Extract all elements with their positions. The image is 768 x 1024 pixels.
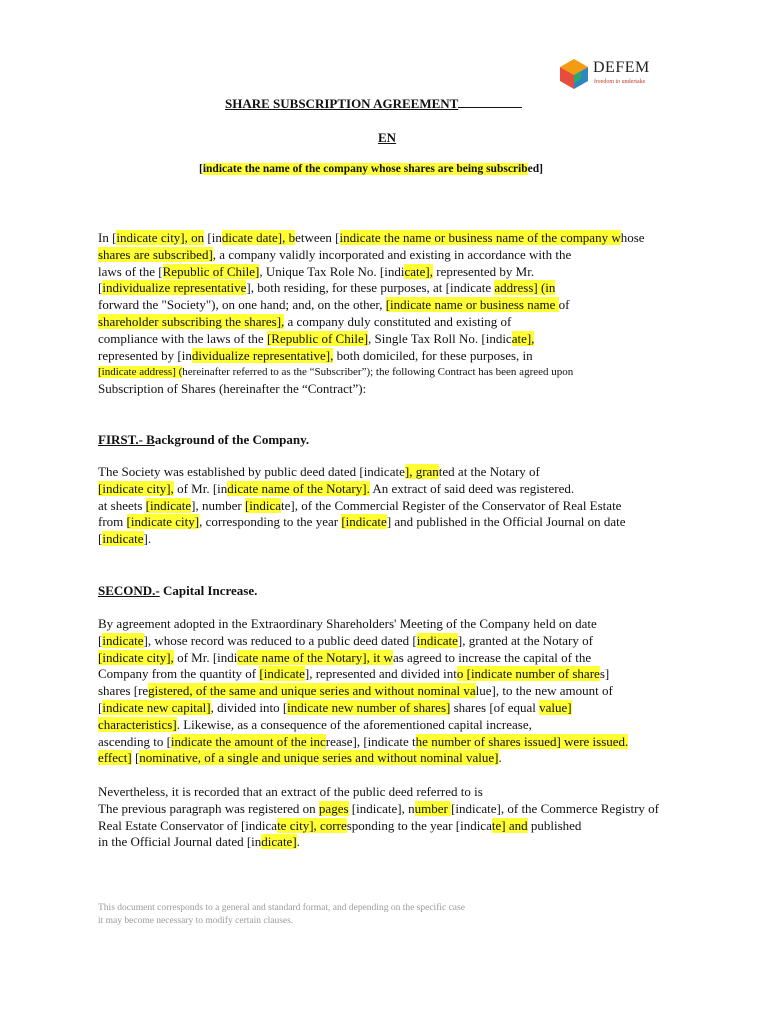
placeholder-highlight: indicate [102, 531, 144, 547]
placeholder-highlight: he number of shares issued] were issued. [415, 733, 629, 749]
defem-logo [557, 55, 677, 95]
text-segment: ], granted at the Notary of [457, 632, 593, 648]
text-segment: Nevertheless, it is recorded that an extract of the public deed referred to is [98, 784, 483, 799]
text-line [98, 297, 688, 314]
placeholder-highlight: [indicate city] [126, 514, 200, 530]
placeholder-highlight: value] [539, 699, 572, 715]
placeholder-highlight: umber [414, 800, 452, 816]
placeholder-highlight: dicate name of the Notary]. [227, 480, 370, 496]
text-segment: . Likewise, as a consequence of the aforementioned capital increase, [176, 716, 532, 732]
text-segment: ted at the Notary of [438, 464, 540, 479]
background-paragraph [98, 464, 688, 548]
placeholder-highlight: ate], [511, 330, 535, 346]
text-segment: , Single Tax Roll No. [indic [368, 330, 512, 346]
placeholder-highlight: gistered, of the same and unique series and without nominal va [148, 683, 476, 699]
placeholder-highlight: dicate] [261, 834, 297, 850]
text-line [98, 464, 688, 481]
text-line [98, 264, 688, 281]
placeholder-highlight: dividualize representative], [191, 347, 334, 363]
cube-logo-icon [557, 57, 591, 91]
document-title: SHARE SUBSCRIPTION AGREEMENT [225, 96, 522, 112]
text-segment: hose [620, 230, 645, 245]
text-line [98, 784, 688, 801]
text-segment: published [527, 817, 582, 833]
placeholder-highlight: ], gran [404, 464, 439, 479]
capital-increase-paragraph [98, 616, 688, 767]
placeholder-highlight: characteristics] [98, 716, 177, 732]
text-segment: [indicate], of the Commerce Registry of [451, 800, 659, 816]
text-segment: shares [re [98, 683, 149, 699]
text-segment: s] [599, 666, 610, 682]
text-segment: r [433, 263, 441, 279]
text-segment: Company from the quantity of [98, 666, 260, 682]
text-segment: hereinafter referred to as the “Subscriber”); the following Contract has been agreed upon [182, 366, 574, 379]
text-line [98, 650, 688, 667]
placeholder-highlight: [indicate city], [98, 480, 174, 496]
placeholder-highlight: te city], corre [277, 817, 347, 833]
text-line [98, 230, 688, 247]
text-segment: ], number [191, 497, 245, 513]
text-segment: of [558, 297, 570, 313]
placeholder-highlight: effect] [98, 750, 132, 766]
placeholder-highlight: shares are subscribed] [98, 246, 213, 262]
text-segment: An extract of said deed was registered. [369, 480, 575, 496]
text-segment: [ [98, 632, 103, 648]
document-subtitle: [indicate the name of the company whose shares are being subscribed] [199, 163, 543, 175]
logo-name: DEFEM [593, 59, 650, 76]
text-segment: forward the [98, 297, 162, 313]
text-line [98, 818, 688, 835]
placeholder-highlight: individualize representative [102, 280, 247, 296]
text-segment: epresented by Mr. [440, 263, 535, 279]
text-segment: In [ [98, 230, 117, 245]
text-segment: represented by [in [98, 347, 192, 363]
placeholder-highlight: nominative, of a single and unique series and without nominal value] [139, 750, 499, 766]
text-segment: ares [of equal [465, 699, 540, 715]
text-line [98, 683, 688, 700]
text-segment: ], represented and divided int [304, 666, 457, 682]
text-segment: [ [98, 280, 103, 296]
text-line [98, 498, 688, 515]
placeholder-highlight: indicate new number of shares] [287, 699, 451, 715]
text-segment: ascending to [ [98, 733, 171, 749]
intro-paragraph [98, 230, 688, 398]
text-segment: of Mr. [indi [173, 649, 238, 665]
text-segment: [indicate], n [348, 800, 415, 816]
text-segment: etween [ [295, 230, 340, 245]
text-segment: . [498, 750, 502, 766]
text-segment: The previous paragraph was registered on [98, 800, 319, 816]
text-segment: [ [98, 531, 103, 547]
placeholder-highlight: [indicate name or business name [385, 297, 559, 313]
text-line [98, 750, 688, 767]
placeholder-highlight: address] (in [494, 280, 556, 296]
text-line [98, 348, 688, 365]
placeholder-highlight: [indicate city], [98, 649, 174, 665]
placeholder-highlight: [indica [244, 497, 282, 513]
text-segment: Subscription of Shares (hereinafter the “Contract”): [98, 381, 367, 397]
text-segment: te], of the Commercial Register of the Conservator of Real Estate [281, 497, 622, 513]
text-segment: sh [450, 699, 466, 715]
text-line [98, 666, 688, 683]
text-segment: Real Estate Conservator of [indica [98, 817, 278, 833]
placeholder-highlight: indicate [102, 632, 144, 648]
placeholder-highlight: [Republic of Chile] [266, 330, 369, 346]
text-line [98, 514, 688, 531]
text-segment: as agreed to increase the capital of the [392, 649, 592, 665]
text-line [98, 734, 688, 751]
logo-tagline: freedom to undertake [594, 79, 646, 85]
placeholder-highlight: [indicate address] ( [98, 366, 183, 379]
text-segment: ], both residing, for these purposes, at [indicate [246, 280, 495, 296]
text-segment: [ [131, 750, 140, 766]
text-segment: a company duly constituted and existing of [284, 313, 512, 329]
placeholder-highlight: shareholder subscribing the shares], [98, 313, 285, 329]
text-line [98, 481, 688, 498]
text-line [98, 364, 688, 381]
text-segment: ] and published in the Official Journal on date [386, 514, 626, 530]
text-segment: . [296, 834, 300, 850]
text-segment: [ [98, 699, 103, 715]
text-line [98, 700, 688, 717]
text-line [98, 616, 688, 633]
placeholder-highlight: indicate city], on [116, 230, 205, 245]
placeholder-highlight: o [indicate number of share [456, 666, 600, 682]
placeholder-highlight: indicate [416, 632, 458, 648]
registration-paragraph [98, 784, 688, 851]
text-segment: compliance with the laws of the [98, 330, 267, 346]
placeholder-highlight: cate], [404, 263, 433, 279]
text-segment: ], whose record was reduced to a public deed dated [ [143, 632, 417, 648]
text-segment: laws of the [ [98, 263, 163, 279]
text-segment: ]. [143, 531, 152, 547]
placeholder-highlight: cate name of the Notary], it w [237, 649, 393, 665]
placeholder-highlight: [indicate [341, 514, 387, 530]
placeholder-highlight: [indicate [145, 497, 192, 513]
text-segment: in the Official Journal dated [in [98, 834, 262, 850]
placeholder-highlight: [indicate [259, 666, 305, 682]
text-line [98, 314, 688, 331]
text-line [98, 280, 688, 297]
text-line [98, 531, 688, 548]
footer-line: This document corresponds to a general and standard format, and depending on the specific case [98, 903, 465, 913]
placeholder-highlight: indicate new capital] [102, 699, 211, 715]
section-heading-first: FIRST.- Background of the Company. [98, 432, 310, 447]
placeholder-highlight: indicate the amount of the inc [170, 733, 326, 749]
text-segment: lue], to the new amount of [475, 683, 613, 699]
text-line [98, 633, 688, 650]
text-segment: "Society" [161, 297, 212, 313]
text-line [98, 331, 688, 348]
text-segment: sponding to the year [indica [346, 817, 492, 833]
text-segment: both domiciled, for these purposes, in [333, 347, 533, 363]
placeholder-highlight: dicate date], b [221, 230, 296, 245]
text-segment: , Unique Tax Role No. [indi [259, 263, 405, 279]
text-segment: , corresponding to the year [199, 514, 342, 530]
placeholder-highlight: te] and [491, 817, 528, 833]
placeholder-highlight: indicate the name or business name of the company w [339, 230, 621, 245]
text-line [98, 247, 688, 264]
placeholder-highlight: pages [318, 800, 349, 816]
text-segment: By agreement adopted in the Extraordinary Shareholders' Meeting of the Company held on date [98, 616, 597, 631]
text-segment: , divided into [ [210, 699, 288, 715]
text-segment: The Society was established by public deed dated [indicate [98, 464, 405, 479]
text-segment: rease], [indicate t [325, 733, 416, 749]
text-segment: from [98, 514, 127, 530]
text-line [98, 717, 688, 734]
text-line [98, 381, 688, 398]
section-heading-second: SECOND.- Capital Increase. [98, 583, 258, 598]
text-line [98, 834, 688, 851]
text-segment: [in [204, 230, 222, 245]
footer-line: it may become necessary to modify certain clauses. [98, 916, 294, 926]
text-line [98, 801, 688, 818]
text-segment: at sheets [98, 497, 146, 513]
text-segment: , a company validly incorporated and existing in accordance with the [212, 246, 572, 262]
footer-note [98, 902, 465, 928]
text-segment: ), on one hand; and, on the other, [211, 297, 386, 313]
document-en: EN [378, 130, 397, 145]
text-segment: of Mr. [in [173, 480, 228, 496]
placeholder-highlight: Republic of Chile] [162, 263, 260, 279]
